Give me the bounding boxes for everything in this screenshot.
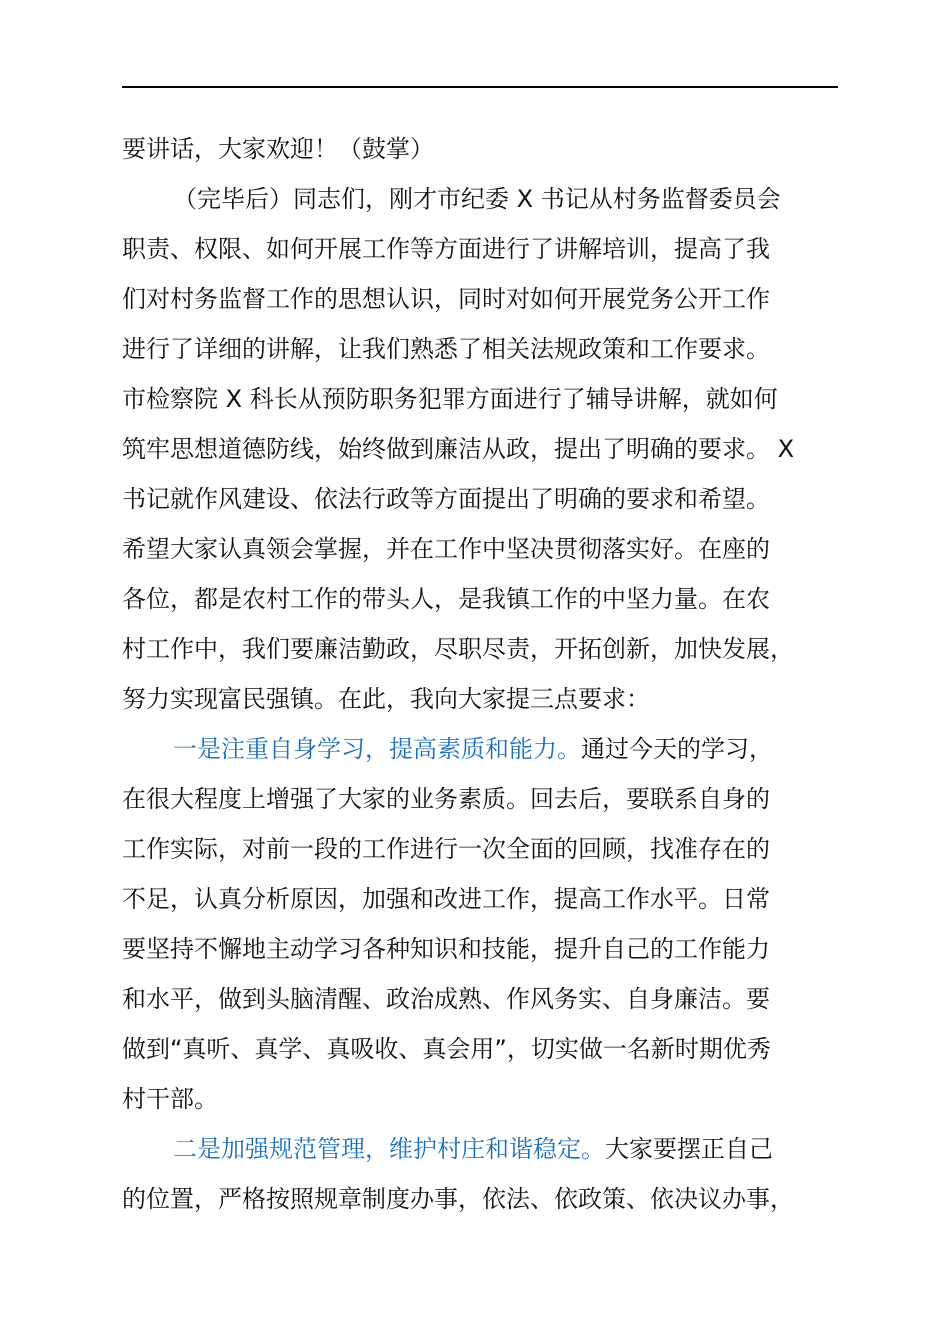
section-one-line — [122, 724, 838, 774]
text-line: 不足，认真分析原因，加强和改进工作，提高工作水平。日常 — [122, 885, 770, 913]
text-line: 和水平，做到头脑清醒、政治成熟、作风务实、自身廉洁。要 — [122, 985, 770, 1013]
paragraph-start-line: （完毕后）同志们，刚才市纪委 X 书记从村务监督委员会 — [173, 185, 781, 213]
text-line: 市检察院 X 科长从预防职务犯罪方面进行了辅导讲解，就如何 — [122, 385, 778, 413]
section-one-heading: 一是注重自身学习，提高素质和能力。 — [173, 735, 581, 763]
text-line: 要坚持不懈地主动学习各种知识和技能，提升自己的工作能力 — [122, 935, 770, 963]
text-line: 职责、权限、如何开展工作等方面进行了讲解培训，提高了我 — [122, 235, 770, 263]
document-body — [122, 124, 838, 1224]
text-line: 的位置，严格按照规章制度办事，依法、依政策、依决议办事， — [122, 1185, 794, 1213]
section-two-text: 大家要摆正自己 — [605, 1135, 773, 1163]
text-line: 努力实现富民强镇。在此，我向大家提三点要求： — [122, 685, 650, 713]
text-line: 进行了详细的讲解，让我们熟悉了相关法规政策和工作要求。 — [122, 335, 770, 363]
text-line: 希望大家认真领会掌握，并在工作中坚决贯彻落实好。在座的 — [122, 535, 770, 563]
text-line: 工作实际，对前一段的工作进行一次全面的回顾，找准存在的 — [122, 835, 770, 863]
text-line: 要讲话，大家欢迎！（鼓掌） — [122, 135, 434, 163]
header-rule — [122, 86, 838, 88]
text-line: 做到“真听、真学、真吸收、真会用”，切实做一名新时期优秀 — [122, 1035, 771, 1063]
text-line: 筑牢思想道德防线，始终做到廉洁从政，提出了明确的要求。 X — [122, 435, 795, 463]
section-one-text: 通过今天的学习， — [581, 735, 773, 763]
text-line: 在很大程度上增强了大家的业务素质。回去后，要联系自身的 — [122, 785, 770, 813]
text-line: 们对村务监督工作的思想认识，同时对如何开展党务公开工作 — [122, 285, 770, 313]
text-line: 村干部。 — [122, 1085, 218, 1113]
section-two-line — [122, 1124, 838, 1174]
text-line: 书记就作风建设、依法行政等方面提出了明确的要求和希望。 — [122, 485, 770, 513]
section-two-heading: 二是加强规范管理，维护村庄和谐稳定。 — [173, 1135, 605, 1163]
text-line: 村工作中，我们要廉洁勤政，尽职尽责，开拓创新，加快发展， — [122, 635, 794, 663]
text-line: 各位，都是农村工作的带头人，是我镇工作的中坚力量。在农 — [122, 585, 770, 613]
